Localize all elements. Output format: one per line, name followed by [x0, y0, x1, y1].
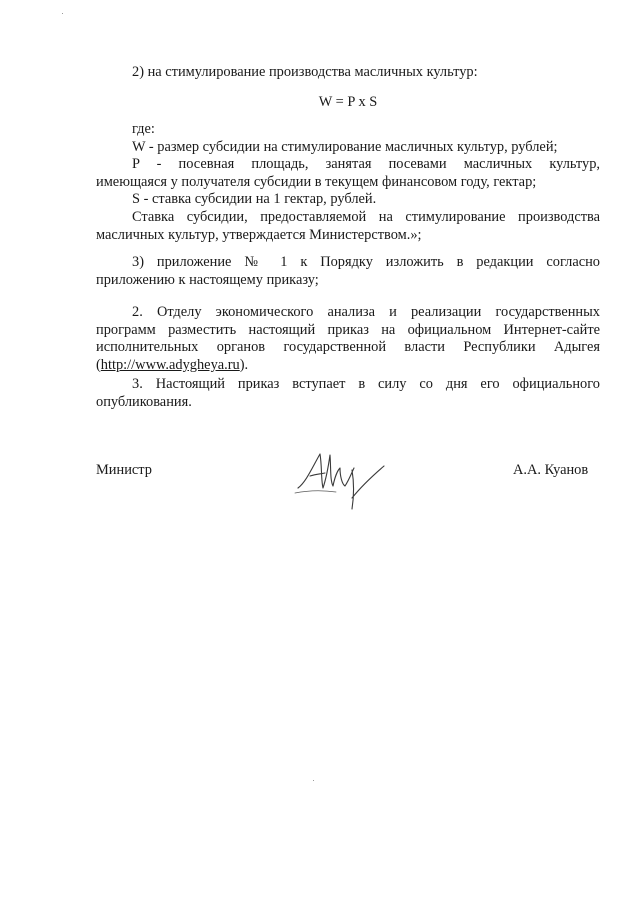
point2-line-3: исполнительных органов государственной власти Республики Адыгея: [96, 339, 600, 356]
item3-line-2: приложению к настоящему приказу;: [96, 271, 319, 288]
item2-heading: 2) на стимулирование производства масличных культур:: [132, 64, 478, 80]
paren-close: ).: [239, 356, 249, 373]
item3-block: [96, 254, 600, 289]
scan-speck: [313, 780, 314, 781]
point2-line-2: программ разместить настоящий приказ на официальном Интернет-сайте: [96, 321, 600, 338]
item2-definitions: [96, 121, 600, 244]
rate-line-2: масличных культур, утверждается Министерством.»;: [96, 226, 422, 243]
handwritten-signature: [292, 446, 392, 514]
signer-name: А.А. Куанов: [513, 462, 589, 478]
p-definition-line-2: имеющаяся у получателя субсидии в текущем финансовом году, гектар;: [96, 173, 537, 190]
rate-line-1: Ставка субсидии, предоставляемой на стимулирование производства: [132, 208, 600, 225]
s-definition: S - ставка субсидии на 1 гектар, рублей.: [132, 191, 377, 208]
item3-line-1: 3) приложение № 1 к Порядку изложить в редакции согласно: [132, 254, 600, 270]
point3-line-2: опубликования.: [96, 393, 192, 410]
point2-line-1: 2. Отделу экономического анализа и реализации государственных: [132, 304, 600, 320]
w-definition: W - размер субсидии на стимулирование масличных культур, рублей;: [132, 138, 558, 155]
point2-block: [96, 304, 600, 374]
website-link[interactable]: http://www.adygheya.ru: [100, 356, 240, 373]
formula: W = P x S: [318, 94, 378, 110]
item2-block: [96, 64, 600, 82]
scan-speck: [62, 13, 63, 14]
where-label: где:: [132, 121, 155, 137]
signer-title: Министр: [96, 462, 152, 478]
point3-line-1: 3. Настоящий приказ вступает в силу со дня его официального: [132, 376, 600, 392]
paren-open: (: [96, 356, 101, 373]
p-definition-line-1: P - посевная площадь, занятая посевами масличных культур,: [132, 156, 600, 173]
point2-line-4: [96, 357, 600, 375]
point3-block: [96, 376, 600, 411]
